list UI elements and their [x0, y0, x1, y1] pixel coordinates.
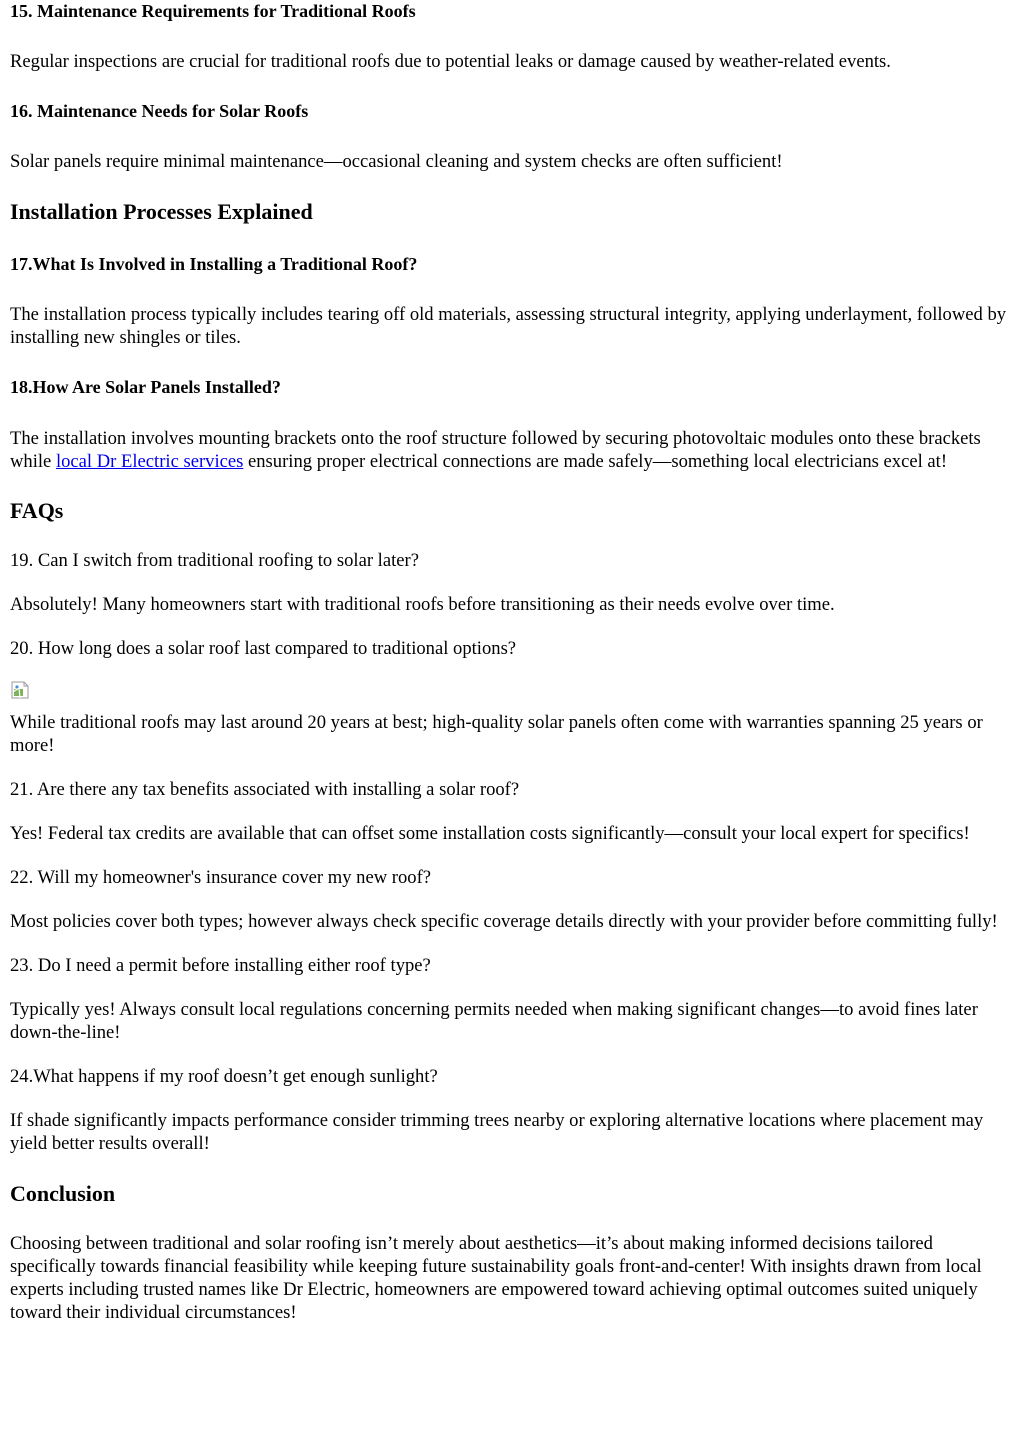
broken-image-icon [10, 680, 1014, 700]
faq-question-21: 21. Are there any tax benefits associated with installing a solar roof? [10, 779, 520, 800]
faq-question-23: 23. Do I need a permit before installing either roof type? [10, 955, 431, 976]
heading-maintenance-solar: 16. Maintenance Needs for Solar Roofs [10, 101, 309, 121]
faq-question-22: 22. Will my homeowner's insurance cover my new roof? [10, 867, 432, 888]
heading-installation-processes: Installation Processes Explained [10, 199, 313, 224]
faq-answer-20: While traditional roofs may last around 20 years at best; high-quality solar panels often come with warranties spanning 25 years or more! [10, 712, 983, 756]
faq-answer-19: Absolutely! Many homeowners start with traditional roofs before transitioning as their needs evolve over time. [10, 594, 835, 615]
faq-question-19: 19. Can I switch from traditional roofing to solar later? [10, 550, 419, 571]
paragraph-conclusion: Choosing between traditional and solar roofing isn’t merely about aesthetics—it’s about making informed decisions tailored specifically towards financial feasibility while keeping future sustainability goals front-and-center! With insights drawn from local experts including trusted names like Dr Electric, homeowners are empowered toward achieving optimal outcomes suited uniquely toward their individual circumstances! [10, 1233, 982, 1323]
heading-solar-installation: 18.How Are Solar Panels Installed? [10, 377, 281, 397]
paragraph-solar-installation [10, 427, 1014, 473]
heading-faqs: FAQs [10, 498, 64, 523]
dr-electric-services-link[interactable]: local Dr Electric services [55, 451, 244, 472]
paragraph-maintenance-traditional: Regular inspections are crucial for traditional roofs due to potential leaks or damage caused by weather-related events. [10, 51, 891, 72]
heading-maintenance-traditional: 15. Maintenance Requirements for Traditional Roofs [10, 1, 416, 21]
paragraph-maintenance-solar: Solar panels require minimal maintenance—occasional cleaning and system checks are often sufficient! [10, 151, 783, 172]
faq-answer-21: Yes! Federal tax credits are available that can offset some installation costs significantly—consult your local expert for specifics! [10, 823, 970, 844]
heading-conclusion: Conclusion [10, 1181, 116, 1206]
paragraph-text: ensuring proper electrical connections are made safely—something local electricians excel at! [243, 451, 948, 472]
faq-answer-24: If shade significantly impacts performance consider trimming trees nearby or exploring alternative locations where placement may yield better results overall! [10, 1110, 984, 1154]
faq-question-20: 20. How long does a solar roof last compared to traditional options? [10, 638, 517, 659]
paragraph-text: The installation involves mounting brackets onto the roof structure followed by securing photovoltaic modules onto these brackets while [10, 428, 981, 472]
heading-traditional-installation: 17.What Is Involved in Installing a Traditional Roof? [10, 254, 418, 274]
faq-question-24: 24.What happens if my roof doesn’t get enough sunlight? [10, 1066, 438, 1087]
faq-answer-22: Most policies cover both types; however always check specific coverage details directly with your provider before committing fully! [10, 911, 998, 932]
paragraph-traditional-installation: The installation process typically includes tearing off old materials, assessing structural integrity, applying underlayment, followed by installing new shingles or tiles. [10, 304, 1007, 348]
faq-answer-23: Typically yes! Always consult local regulations concerning permits needed when making significant changes—to avoid fines later down-the-line! [10, 999, 978, 1043]
